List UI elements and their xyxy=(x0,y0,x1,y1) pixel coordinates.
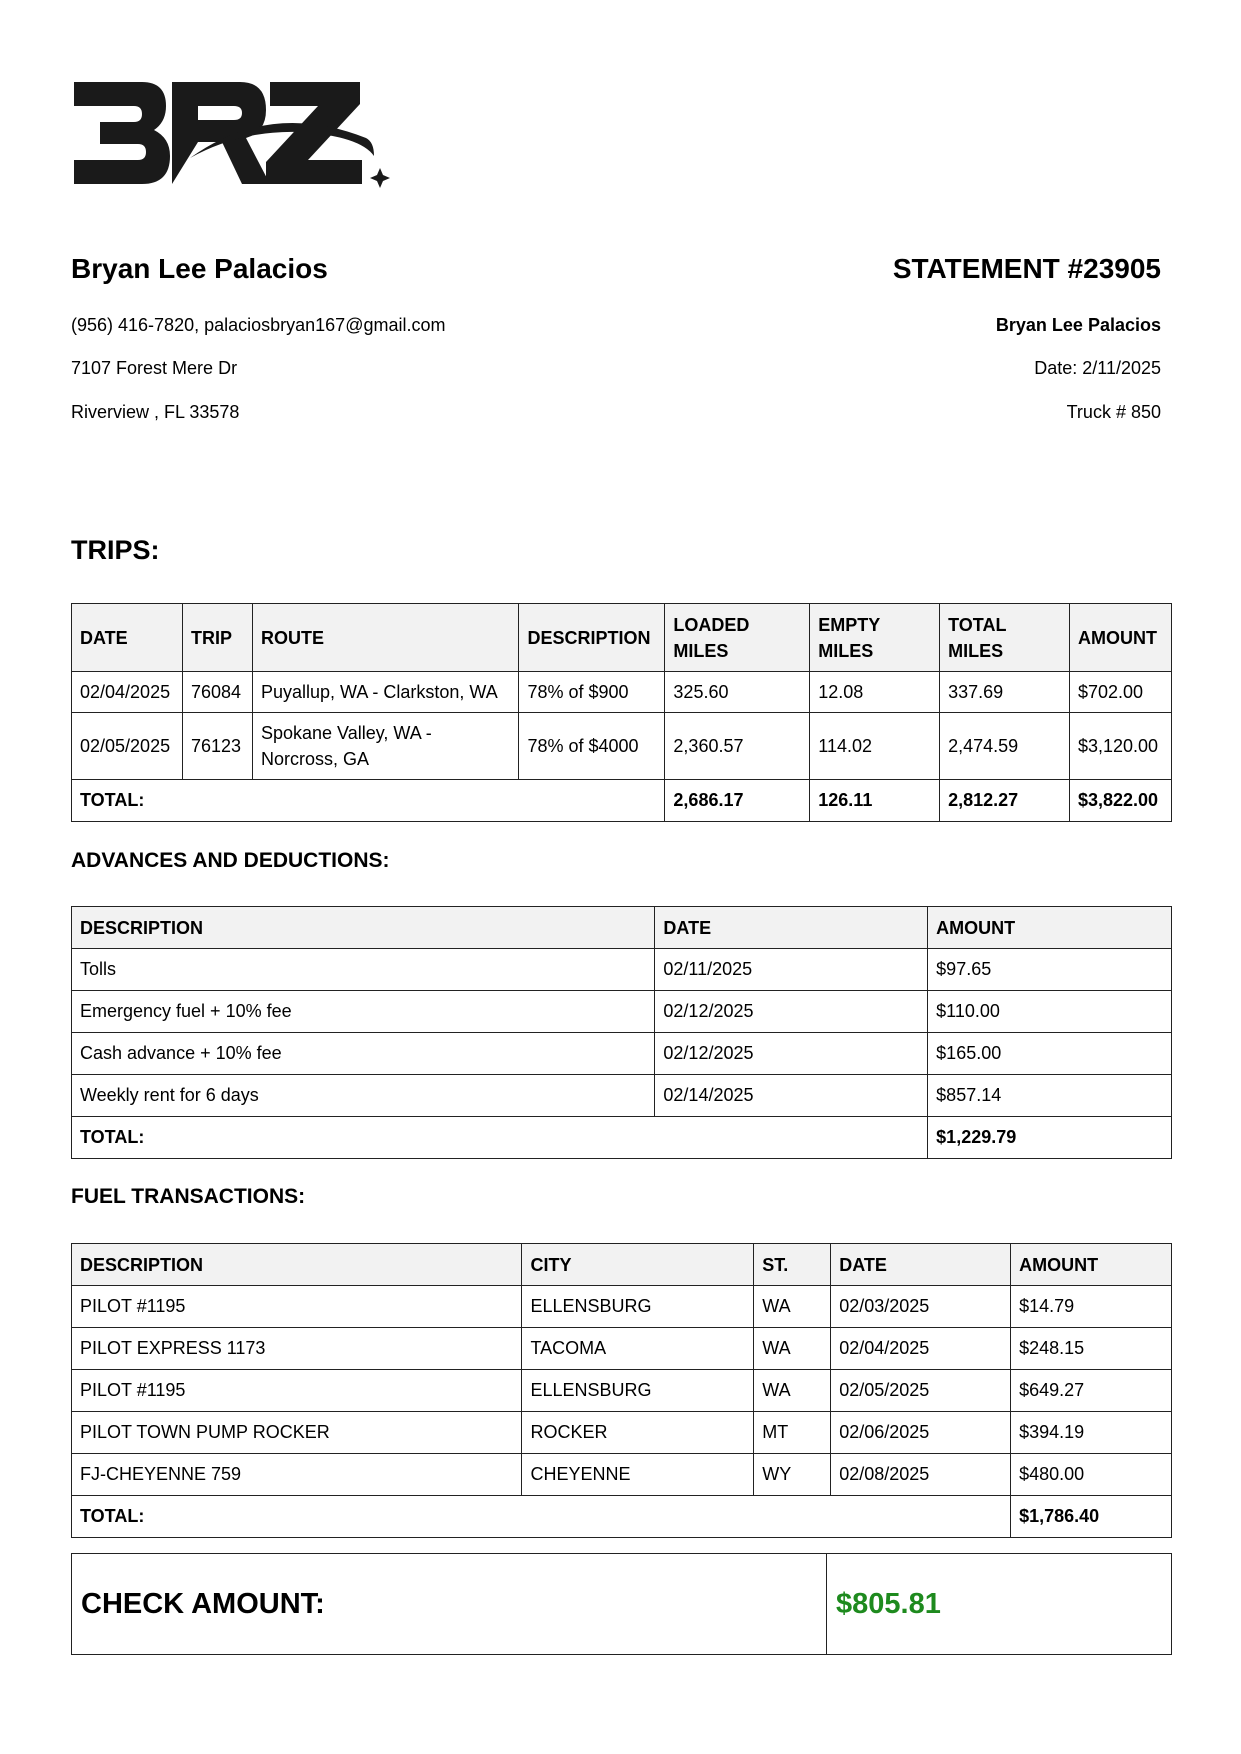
deductions-total-row xyxy=(72,1117,1172,1159)
deduction-date: 02/14/2025 xyxy=(655,1075,928,1117)
fuel-state: WA xyxy=(754,1286,831,1328)
trip-route: Puyallup, WA - Clarkston, WA xyxy=(252,672,518,713)
check-amount-value: $805.81 xyxy=(836,1587,941,1620)
trips-total-loaded: 2,686.17 xyxy=(665,780,810,822)
trips-header-description: DESCRIPTION xyxy=(519,604,665,672)
trip-description: 78% of $900 xyxy=(519,672,665,713)
fuel-total-amount: $1,786.40 xyxy=(1011,1496,1172,1538)
trips-header-date: DATE xyxy=(72,604,183,672)
trip-loaded-miles: 2,360.57 xyxy=(665,713,810,780)
table-row xyxy=(72,1033,1172,1075)
table-row xyxy=(72,1454,1172,1496)
table-row xyxy=(72,1328,1172,1370)
fuel-table xyxy=(71,1243,1172,1538)
driver-address-line2: Riverview , FL 33578 xyxy=(71,402,240,422)
deduction-date: 02/11/2025 xyxy=(655,949,928,991)
trip-description: 78% of $4000 xyxy=(519,713,665,780)
trip-amount: $702.00 xyxy=(1069,672,1171,713)
driver-info xyxy=(71,252,328,286)
trip-empty-miles: 114.02 xyxy=(810,713,940,780)
deduction-date: 02/12/2025 xyxy=(655,1033,928,1075)
fuel-header-city: CITY xyxy=(522,1244,754,1286)
table-row xyxy=(72,713,1172,780)
trip-loaded-miles: 325.60 xyxy=(665,672,810,713)
fuel-date: 02/05/2025 xyxy=(831,1370,1011,1412)
trip-date: 02/05/2025 xyxy=(72,713,183,780)
trips-total-miles: 2,812.27 xyxy=(940,780,1070,822)
trips-title: TRIPS: xyxy=(71,535,160,565)
trip-empty-miles: 12.08 xyxy=(810,672,940,713)
fuel-state: WA xyxy=(754,1328,831,1370)
fuel-header-date: DATE xyxy=(831,1244,1011,1286)
fuel-state: WA xyxy=(754,1370,831,1412)
fuel-description: FJ-CHEYENNE 759 xyxy=(72,1454,522,1496)
deduction-description: Emergency fuel + 10% fee xyxy=(72,991,655,1033)
fuel-amount: $248.15 xyxy=(1011,1328,1172,1370)
trip-total-miles: 2,474.59 xyxy=(940,713,1070,780)
deductions-title: ADVANCES AND DEDUCTIONS: xyxy=(71,849,390,872)
deductions-header-date: DATE xyxy=(655,907,928,949)
table-row xyxy=(72,949,1172,991)
fuel-amount: $394.19 xyxy=(1011,1412,1172,1454)
trip-date: 02/04/2025 xyxy=(72,672,183,713)
fuel-header-state: ST. xyxy=(754,1244,831,1286)
fuel-city: ELLENSBURG xyxy=(522,1370,754,1412)
fuel-date: 02/04/2025 xyxy=(831,1328,1011,1370)
fuel-header-amount: AMOUNT xyxy=(1011,1244,1172,1286)
trip-total-miles: 337.69 xyxy=(940,672,1070,713)
fuel-city: TACOMA xyxy=(522,1328,754,1370)
statement-name: Bryan Lee Palacios xyxy=(995,315,1161,335)
trip-number: 76123 xyxy=(182,713,252,780)
driver-name: Bryan Lee Palacios xyxy=(71,253,328,284)
deductions-header-amount: AMOUNT xyxy=(928,907,1172,949)
fuel-date: 02/03/2025 xyxy=(831,1286,1011,1328)
deductions-header-description: DESCRIPTION xyxy=(72,907,655,949)
fuel-amount: $14.79 xyxy=(1011,1286,1172,1328)
deduction-amount: $857.14 xyxy=(928,1075,1172,1117)
trips-header-empty-miles: EMPTY MILES xyxy=(810,604,940,672)
check-amount-label: CHECK AMOUNT: xyxy=(72,1554,827,1654)
trip-amount: $3,120.00 xyxy=(1069,713,1171,780)
trips-total-amount: $3,822.00 xyxy=(1069,780,1171,822)
table-row xyxy=(72,672,1172,713)
deductions-table xyxy=(71,906,1172,1159)
statement-truck: Truck # 850 xyxy=(1066,402,1161,422)
fuel-state: WY xyxy=(754,1454,831,1496)
trips-total-row xyxy=(72,780,1172,822)
fuel-city: ROCKER xyxy=(522,1412,754,1454)
deductions-total-amount: $1,229.79 xyxy=(928,1117,1172,1159)
fuel-date: 02/06/2025 xyxy=(831,1412,1011,1454)
trips-total-empty: 126.11 xyxy=(810,780,940,822)
deduction-date: 02/12/2025 xyxy=(655,991,928,1033)
fuel-description: PILOT EXPRESS 1173 xyxy=(72,1328,522,1370)
trips-header-total-miles: TOTAL MILES xyxy=(940,604,1070,672)
table-row xyxy=(72,1412,1172,1454)
deductions-total-label: TOTAL: xyxy=(72,1117,928,1159)
trips-total-label: TOTAL: xyxy=(72,780,665,822)
fuel-header-row xyxy=(72,1244,1172,1286)
deduction-amount: $110.00 xyxy=(928,991,1172,1033)
deduction-amount: $165.00 xyxy=(928,1033,1172,1075)
fuel-city: CHEYENNE xyxy=(522,1454,754,1496)
driver-contact: (956) 416-7820, palaciosbryan167@gmail.com xyxy=(71,315,446,335)
table-row xyxy=(72,991,1172,1033)
trips-header-amount: AMOUNT xyxy=(1069,604,1171,672)
driver-address-line1: 7107 Forest Mere Dr xyxy=(71,358,238,378)
deduction-description: Weekly rent for 6 days xyxy=(72,1075,655,1117)
statement-info xyxy=(893,252,1161,286)
statement-date: Date: 2/11/2025 xyxy=(1034,358,1161,378)
trips-header-loaded-miles: LOADED MILES xyxy=(665,604,810,672)
fuel-total-row xyxy=(72,1496,1172,1538)
table-row xyxy=(72,1286,1172,1328)
trips-header-trip: TRIP xyxy=(182,604,252,672)
fuel-description: PILOT #1195 xyxy=(72,1286,522,1328)
trip-number: 76084 xyxy=(182,672,252,713)
fuel-state: MT xyxy=(754,1412,831,1454)
statement-title: STATEMENT #23905 xyxy=(892,253,1161,284)
fuel-amount: $480.00 xyxy=(1011,1454,1172,1496)
deduction-description: Cash advance + 10% fee xyxy=(72,1033,655,1075)
brz-logo xyxy=(70,80,390,190)
deductions-header-row xyxy=(72,907,1172,949)
fuel-total-label: TOTAL: xyxy=(72,1496,1011,1538)
table-row xyxy=(72,1370,1172,1412)
fuel-date: 02/08/2025 xyxy=(831,1454,1011,1496)
fuel-title: FUEL TRANSACTIONS: xyxy=(71,1185,306,1208)
deduction-description: Tolls xyxy=(72,949,655,991)
fuel-description: PILOT TOWN PUMP ROCKER xyxy=(72,1412,522,1454)
trips-header-row xyxy=(72,604,1172,672)
deduction-amount: $97.65 xyxy=(928,949,1172,991)
fuel-amount: $649.27 xyxy=(1011,1370,1172,1412)
fuel-header-description: DESCRIPTION xyxy=(72,1244,522,1286)
trips-header-route: ROUTE xyxy=(252,604,518,672)
trip-route: Spokane Valley, WA - Norcross, GA xyxy=(252,713,518,780)
table-row xyxy=(72,1075,1172,1117)
trips-table xyxy=(71,603,1172,822)
fuel-description: PILOT #1195 xyxy=(72,1370,522,1412)
fuel-city: ELLENSBURG xyxy=(522,1286,754,1328)
check-amount-box xyxy=(71,1553,1172,1655)
